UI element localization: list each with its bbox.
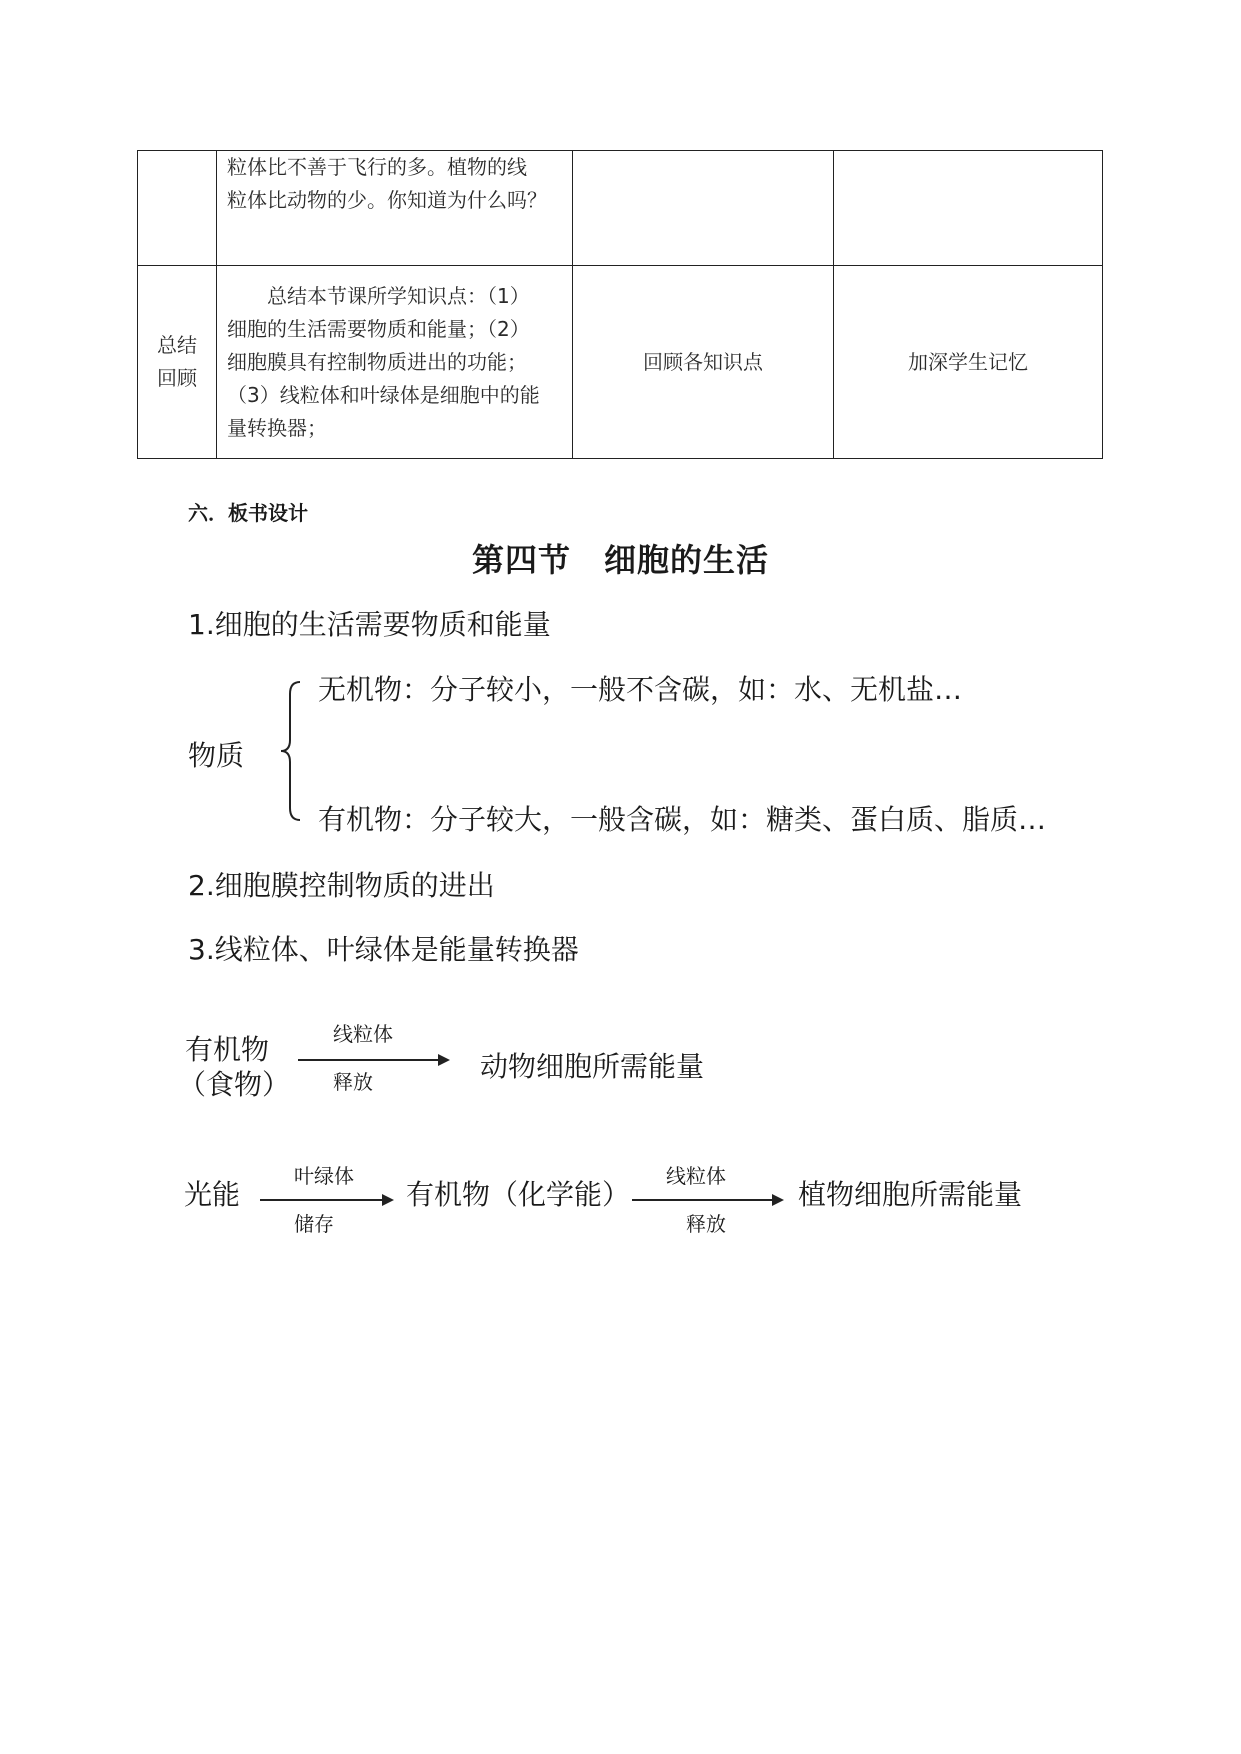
table-row <box>138 151 1103 266</box>
plant-arrow2-top-label: 线粒体 <box>666 1164 726 1188</box>
cell-line: 粒体比不善于飞行的多。植物的线 <box>227 155 527 179</box>
matter-label: 物质 <box>188 739 245 772</box>
cell-line: 量转换器； <box>227 415 327 440</box>
animal-arrow-bottom-label: 释放 <box>333 1070 373 1094</box>
table-row <box>138 266 1103 459</box>
plant-target: 植物细胞所需能量 <box>798 1178 1023 1211</box>
plant-arrow1-top-label: 叶绿体 <box>294 1164 354 1188</box>
cell-line: （3）线粒体和叶绿体是细胞中的能 <box>227 382 540 407</box>
arrow-right-icon <box>296 1052 452 1068</box>
cell-line: 粒体比动物的少。你知道为什么吗？ <box>227 188 547 212</box>
table-cell-student <box>573 151 834 266</box>
table-cell-content <box>217 151 573 266</box>
cell-line: 总结本节课所学知识点：（1） <box>227 283 530 308</box>
animal-arrow-top-label: 线粒体 <box>333 1022 393 1046</box>
animal-target: 动物细胞所需能量 <box>480 1050 705 1083</box>
point-3: 3.线粒体、叶绿体是能量转换器 <box>188 933 579 966</box>
table-cell-student: 回顾各知识点 <box>573 266 834 459</box>
inorganic-line: 无机物：分子较小，一般不含碳，如：水、无机盐… <box>318 673 963 706</box>
cell-line: 细胞膜具有控制物质进出的功能； <box>227 349 527 374</box>
table-cell-stage <box>138 151 217 266</box>
arrow-right-icon <box>630 1192 786 1208</box>
animal-source-line2: （食物） <box>178 1068 291 1101</box>
plant-source: 光能 <box>184 1178 241 1211</box>
plant-arrow2-bottom-label: 释放 <box>686 1212 726 1236</box>
table-cell-stage <box>138 266 217 459</box>
cell-line: 回顾 <box>157 366 197 390</box>
lesson-plan-table <box>137 150 1103 459</box>
point-2: 2.细胞膜控制物质的进出 <box>188 869 495 902</box>
table-cell-content <box>217 266 573 459</box>
organic-line: 有机物：分子较大，一般含碳，如：糖类、蛋白质、脂质… <box>318 803 1047 836</box>
table-cell-purpose <box>834 151 1103 266</box>
point-1: 1.细胞的生活需要物质和能量 <box>188 608 551 641</box>
plant-arrow1-bottom-label: 储存 <box>294 1212 334 1236</box>
table-cell-purpose: 加深学生记忆 <box>834 266 1103 459</box>
animal-source-line1: 有机物 <box>185 1033 270 1066</box>
curly-brace-icon <box>278 680 312 822</box>
lesson-title: 第四节 细胞的生活 <box>471 541 769 579</box>
cell-line: 总结 <box>157 333 197 357</box>
plant-middle: 有机物（化学能） <box>406 1178 631 1211</box>
arrow-right-icon <box>258 1192 396 1208</box>
section-heading: 六．板书设计 <box>188 501 308 525</box>
cell-line: 细胞的生活需要物质和能量；（2） <box>227 316 530 341</box>
